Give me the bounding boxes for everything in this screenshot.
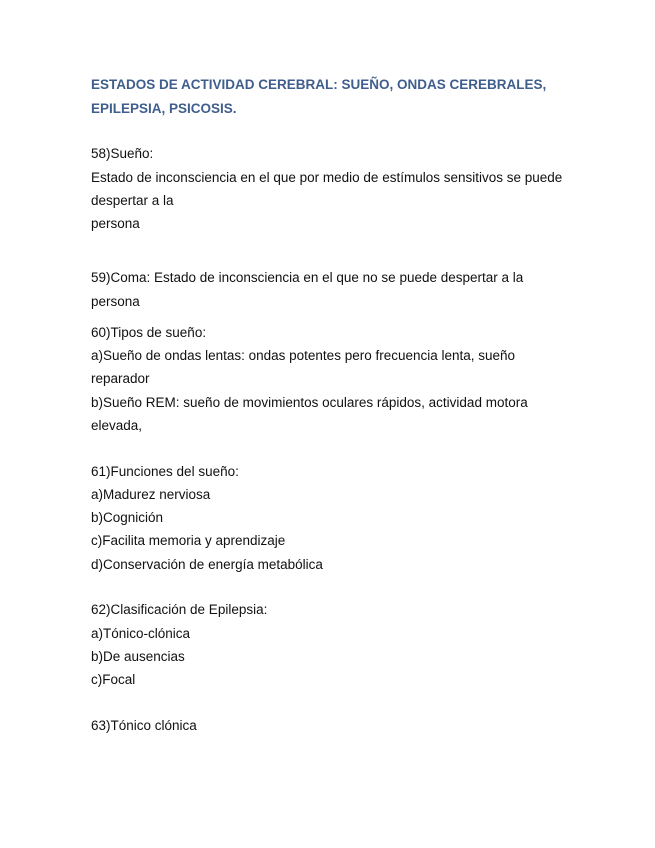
document-title [91, 73, 591, 121]
section-59-line-2: persona [91, 294, 140, 309]
section-58-line-1: Estado de inconsciencia en el que por medio de estímulos sensitivos se puede [91, 170, 563, 185]
section-61-line-1: a)Madurez nerviosa [91, 487, 211, 502]
title-line-1: ESTADOS DE ACTIVIDAD CEREBRAL: SUEÑO, ONDAS CEREBRALES, [91, 77, 547, 92]
section-61-heading: 61)Funciones del sueño: [91, 464, 239, 479]
section-58-line-2: despertar a la [91, 193, 174, 208]
section-61-line-3: c)Facilita memoria y aprendizaje [91, 533, 286, 548]
section-63-heading: 63)Tónico clónica [91, 718, 197, 733]
section-62-line-1: a)Tónico-clónica [91, 626, 191, 641]
section-62-heading: 62)Clasificación de Epilepsia: [91, 602, 268, 617]
section-58-heading: 58)Sueño: [91, 146, 154, 161]
section-62-line-3: c)Focal [91, 672, 136, 687]
title-line-2: EPILEPSIA, PSICOSIS. [91, 101, 237, 116]
section-60-line-3: b)Sueño REM: sueño de movimientos oculares rápidos, actividad motora [91, 395, 528, 410]
section-61-line-2: b)Cognición [91, 510, 164, 525]
section-61-line-4: d)Conservación de energía metabólica [91, 557, 323, 572]
section-60-line-2: reparador [91, 371, 150, 386]
section-60-line-4: elevada, [91, 418, 143, 433]
section-62-line-2: b)De ausencias [91, 649, 185, 664]
section-60-heading: 60)Tipos de sueño: [91, 325, 207, 340]
section-60-line-1: a)Sueño de ondas lentas: ondas potentes pero frecuencia lenta, sueño [91, 348, 516, 363]
section-59-line-1: 59)Coma: Estado de inconsciencia en el que no se puede despertar a la [91, 270, 524, 285]
section-58-line-3: persona [91, 216, 140, 231]
